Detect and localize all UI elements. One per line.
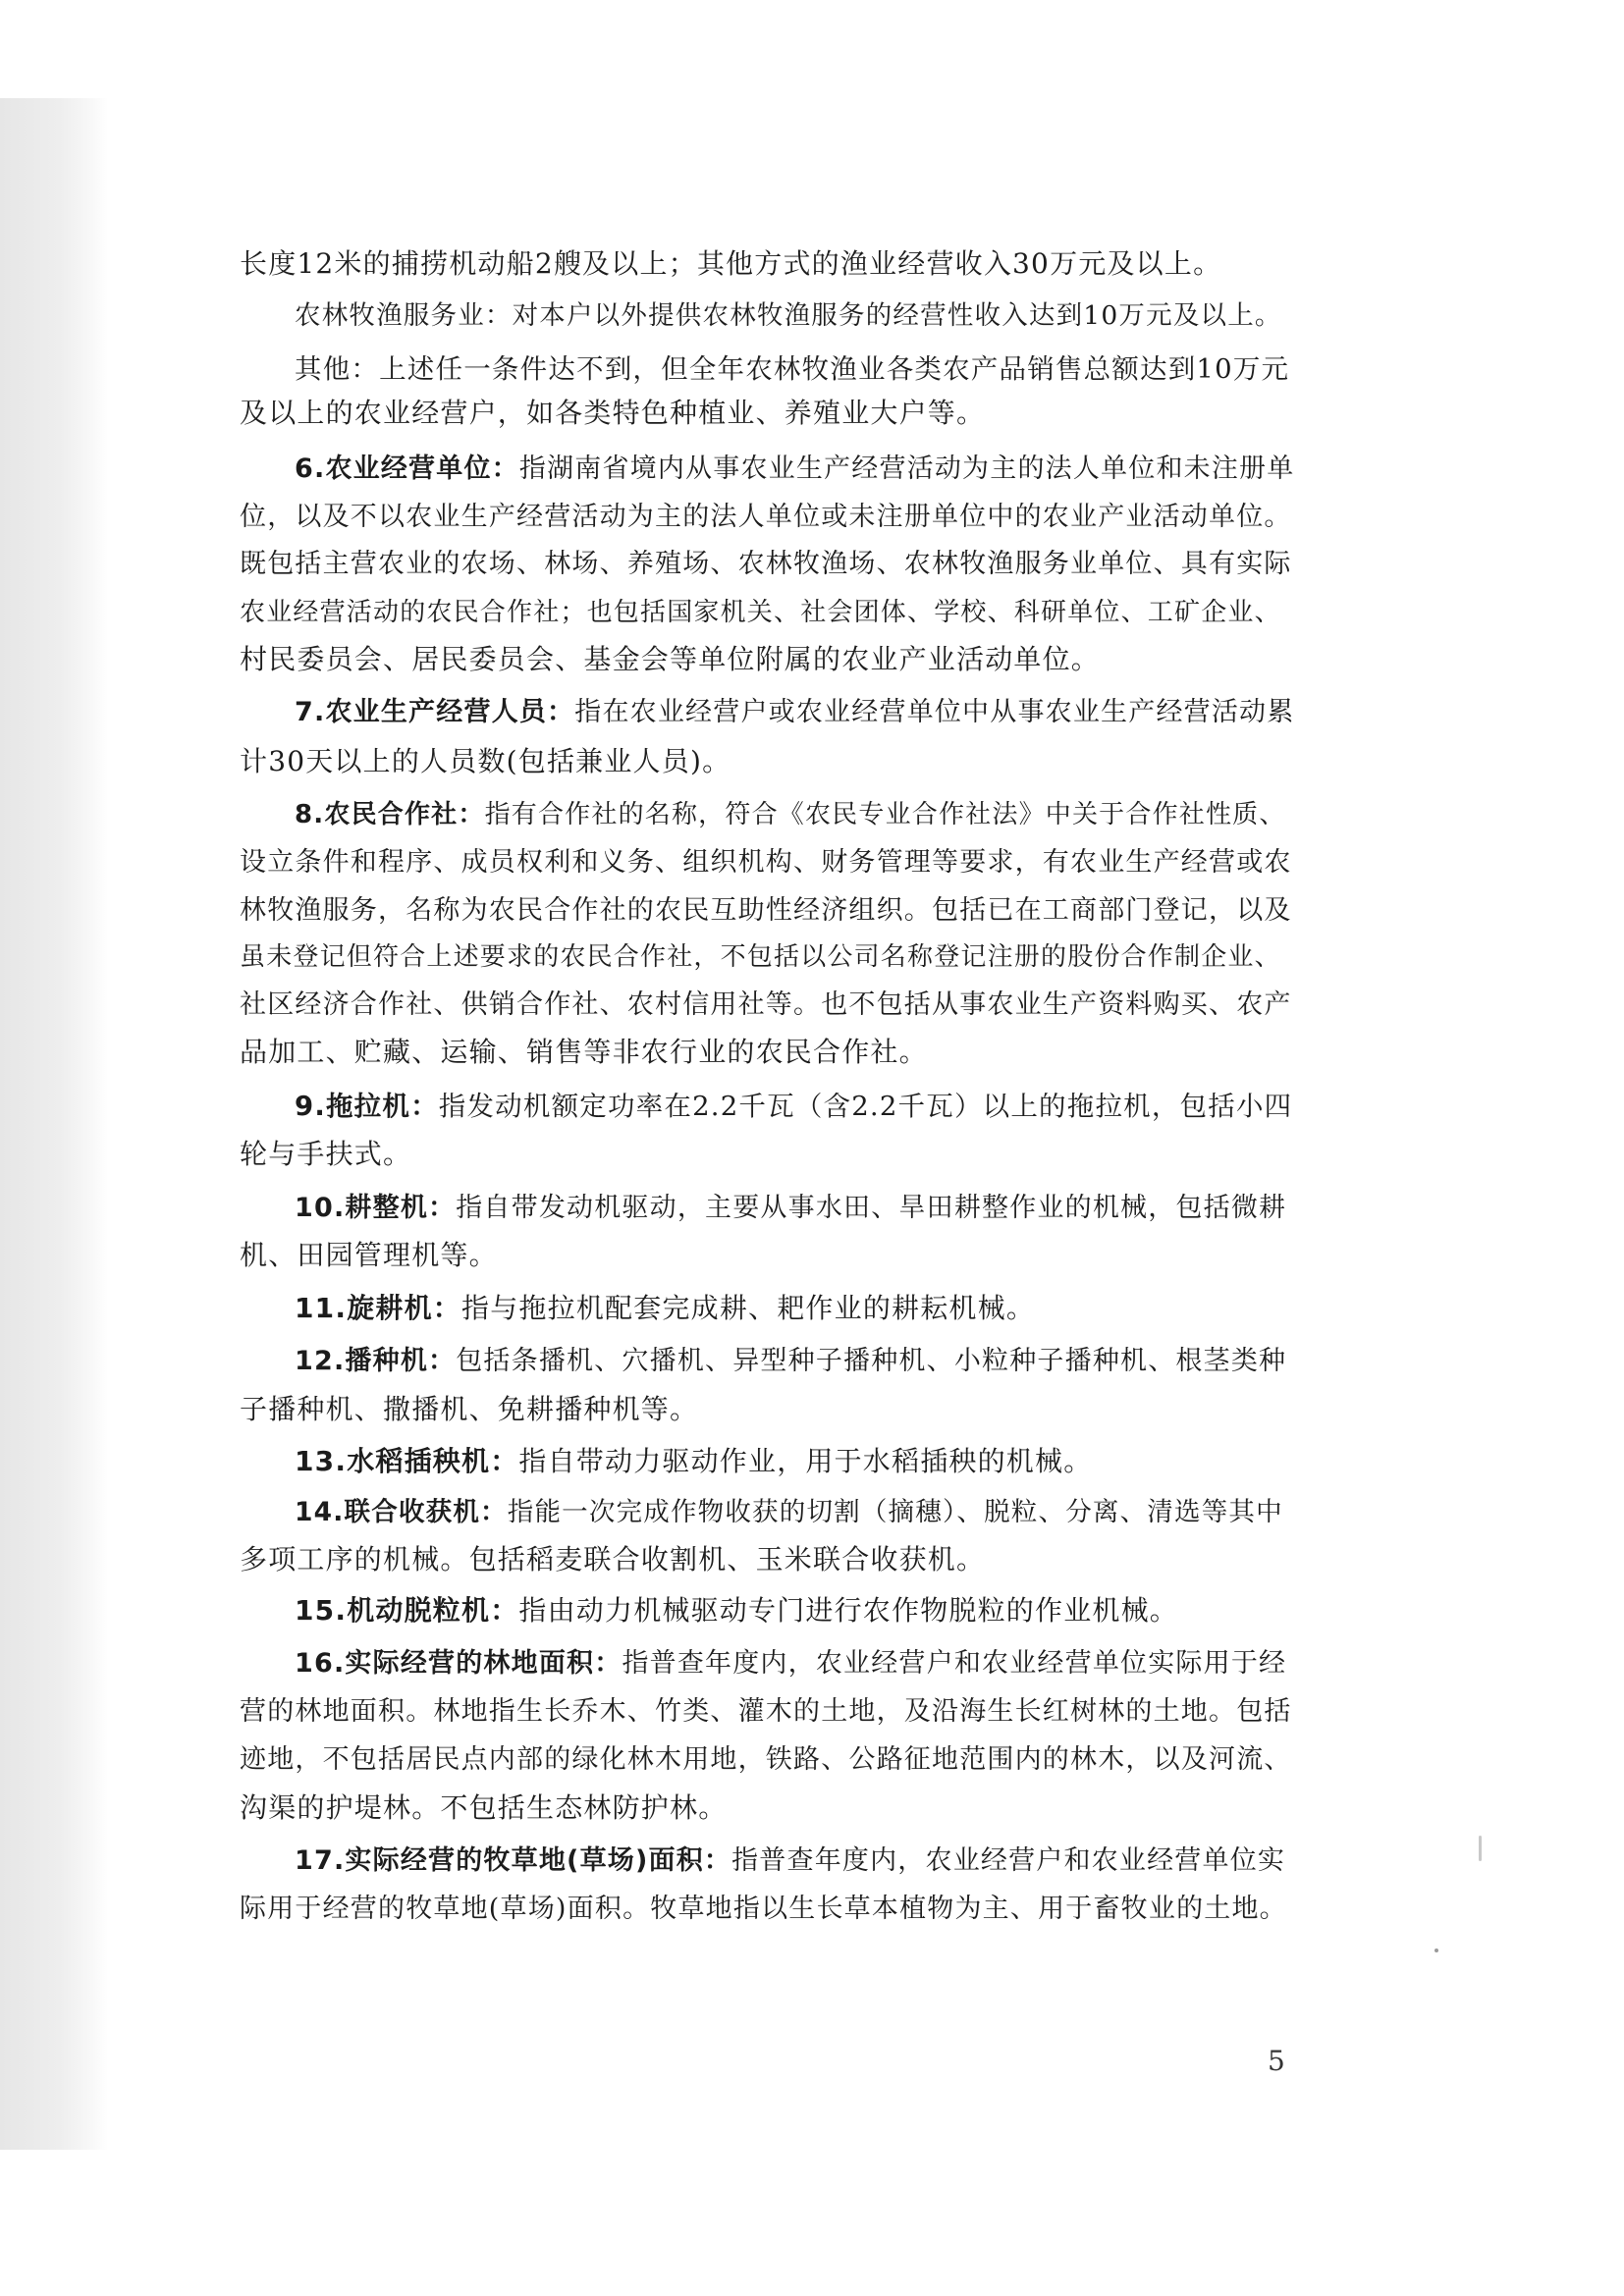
text-line: 沟渠的护堤林。不包括生态林防护林。 xyxy=(240,1791,728,1824)
text-line: 既包括主营农业的农场、林场、养殖场、农林牧渔场、农林牧渔服务业单位、具有实际 xyxy=(240,549,1292,579)
text-line: 村民委员会、居民委员会、基金会等单位附属的农业产业活动单位。 xyxy=(240,643,1101,675)
text-line: 社区经济合作社、供销合作社、农村信用社等。也不包括从事农业生产资料购买、农产 xyxy=(240,989,1292,1020)
term-label: 13.水稻插秧机： xyxy=(295,1445,519,1477)
definition-10: 10.耕整机：指自带发动机驱动，主要从事水田、旱田耕整作业的机械，包括微耕 xyxy=(295,1193,1287,1223)
text-line: 计30天以上的人员数(包括兼业人员)。 xyxy=(240,745,731,777)
definition-14: 14.联合收获机：指能一次完成作物收获的切割（摘穗）、脱粒、分离、清选等其中 xyxy=(295,1497,1283,1527)
term-label: 14.联合收获机： xyxy=(295,1497,508,1527)
page-number: 5 xyxy=(1268,2045,1285,2077)
term-label: 10.耕整机： xyxy=(295,1193,457,1223)
term-label: 16.实际经营的林地面积： xyxy=(295,1648,623,1679)
term-label: 8.农民合作社： xyxy=(295,800,485,829)
definition-11: 11.旋耕机：指与拖拉机配套完成耕、耙作业的耕耘机械。 xyxy=(295,1292,1036,1324)
scan-mark xyxy=(1479,1836,1482,1861)
scan-speck xyxy=(1435,1949,1438,1952)
definition-8: 8.农民合作社：指有合作社的名称，符合《农民专业合作社法》中关于合作社性质、 xyxy=(295,800,1286,829)
definition-13: 13.水稻插秧机：指自带动力驱动作业，用于水稻插秧的机械。 xyxy=(295,1445,1093,1477)
text-line: 设立条件和程序、成员权利和义务、组织机构、财务管理等要求，有农业生产经营或农 xyxy=(240,847,1292,878)
term-label: 7.农业生产经营人员： xyxy=(295,697,575,727)
text-line: 迹地，不包括居民点内部的绿化林木用地，铁路、公路征地范围内的林木，以及河流、 xyxy=(240,1744,1292,1775)
text-line: 轮与手扶式。 xyxy=(240,1138,412,1170)
definition-12: 12.播种机：包括条播机、穴播机、异型种子播种机、小粒种子播种机、根茎类种 xyxy=(295,1346,1287,1376)
text-line: 农林牧渔服务业：对本户以外提供农林牧渔服务的经营性收入达到10万元及以上。 xyxy=(295,300,1282,331)
term-label: 12.播种机： xyxy=(295,1346,457,1376)
definition-9: 9.拖拉机：指发动机额定功率在2.2千瓦（含2.2千瓦）以上的拖拉机，包括小四 xyxy=(295,1091,1293,1122)
text-line: 林牧渔服务，名称为农民合作社的农民互助性经济组织。包括已在工商部门登记，以及 xyxy=(240,895,1292,926)
definition-16: 16.实际经营的林地面积：指普查年度内，农业经营户和农业经营单位实际用于经 xyxy=(295,1648,1287,1679)
text-line: 位，以及不以农业生产经营活动为主的法人单位或未注册单位中的农业产业活动单位。 xyxy=(240,502,1292,532)
definition-17: 17.实际经营的牧草地(草场)面积：指普查年度内，农业经营户和农业经营单位实 xyxy=(295,1845,1286,1876)
term-label: 9.拖拉机： xyxy=(295,1091,439,1122)
definition-15: 15.机动脱粒机：指由动力机械驱动专门进行农作物脱粒的作业机械。 xyxy=(295,1594,1179,1627)
definition-7: 7.农业生产经营人员：指在农业经营户或农业经营单位中从事农业生产经营活动累 xyxy=(295,697,1295,727)
definition-6: 6.农业经营单位：指湖南省境内从事农业生产经营活动为主的法人单位和未注册单 xyxy=(295,454,1295,484)
text-line: 子播种机、撒播机、免耕播种机等。 xyxy=(240,1393,699,1425)
text-line: 际用于经营的牧草地(草场)面积。牧草地指以生长草本植物为主、用于畜牧业的土地。 xyxy=(240,1894,1287,1924)
text-line: 营的林地面积。林地指生长乔木、竹类、灌木的土地，及沿海生长红树林的土地。包括 xyxy=(240,1696,1292,1727)
text-line: 农业经营活动的农民合作社；也包括国家机关、社会团体、学校、科研单位、工矿企业、 xyxy=(240,598,1281,627)
term-label: 11.旋耕机： xyxy=(295,1292,462,1324)
text-line: 长度12米的捕捞机动船2艘及以上；其他方式的渔业经营收入30万元及以上。 xyxy=(240,247,1222,280)
term-label: 6.农业经营单位： xyxy=(295,454,519,484)
text-line: 多项工序的机械。包括稻麦联合收割机、玉米联合收获机。 xyxy=(240,1543,986,1575)
text-line: 品加工、贮藏、运输、销售等非农行业的农民合作社。 xyxy=(240,1036,928,1068)
text-line: 机、田园管理机等。 xyxy=(240,1239,498,1271)
text-line: 虽未登记但符合上述要求的农民合作社，不包括以公司名称登记注册的股份合作制企业、 xyxy=(240,942,1281,972)
term-label: 17.实际经营的牧草地(草场)面积： xyxy=(295,1845,732,1876)
text-line: 及以上的农业经营户，如各类特色种植业、养殖业大户等。 xyxy=(240,397,986,429)
term-label: 15.机动脱粒机： xyxy=(295,1594,519,1627)
text-line: 其他：上述任一条件达不到，但全年农林牧渔业各类农产品销售总额达到10万元 xyxy=(295,353,1290,385)
